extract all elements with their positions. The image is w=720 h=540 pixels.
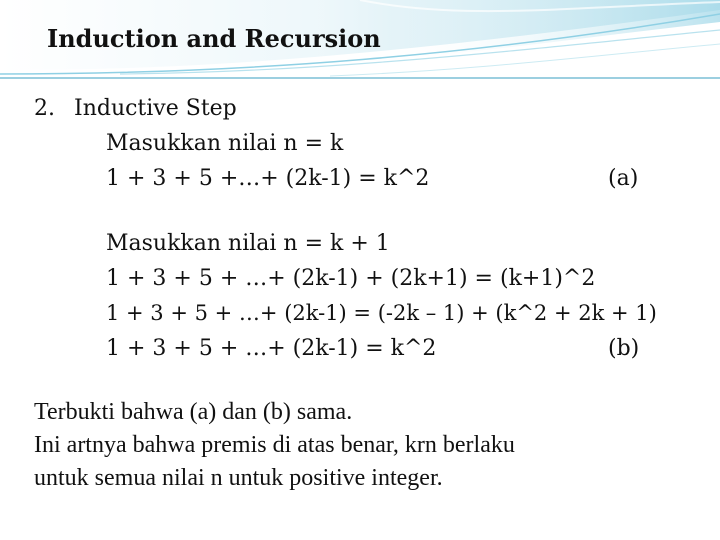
block-b-line-1: Masukkan nilai n = k + 1 — [106, 231, 390, 256]
block-a-line-2: 1 + 3 + 5 +…+ (2k-1) = k^2 — [106, 166, 430, 191]
block-b-line-2: 1 + 3 + 5 + …+ (2k-1) + (2k+1) = (k+1)^2 — [106, 266, 596, 291]
conclusion-line-2: Ini artnya bahwa premis di atas benar, krn berlaku — [34, 432, 515, 458]
step-heading: Inductive Step — [74, 96, 237, 121]
block-b-line-3: 1 + 3 + 5 + …+ (2k-1) = (-2k – 1) + (k^2 + 2k + 1) — [106, 301, 657, 325]
block-b-line-4: 1 + 3 + 5 + …+ (2k-1) = k^2 — [106, 336, 437, 361]
page-title: Induction and Recursion — [47, 24, 381, 53]
conclusion-line-3: untuk semua nilai n untuk positive integer. — [34, 465, 443, 491]
title-divider — [0, 77, 720, 79]
label-b: (b) — [608, 336, 640, 361]
label-a: (a) — [608, 166, 639, 191]
block-a-line-1: Masukkan nilai n = k — [106, 131, 344, 156]
conclusion-line-1: Terbukti bahwa (a) dan (b) sama. — [34, 399, 353, 425]
step-number: 2. — [34, 96, 55, 121]
